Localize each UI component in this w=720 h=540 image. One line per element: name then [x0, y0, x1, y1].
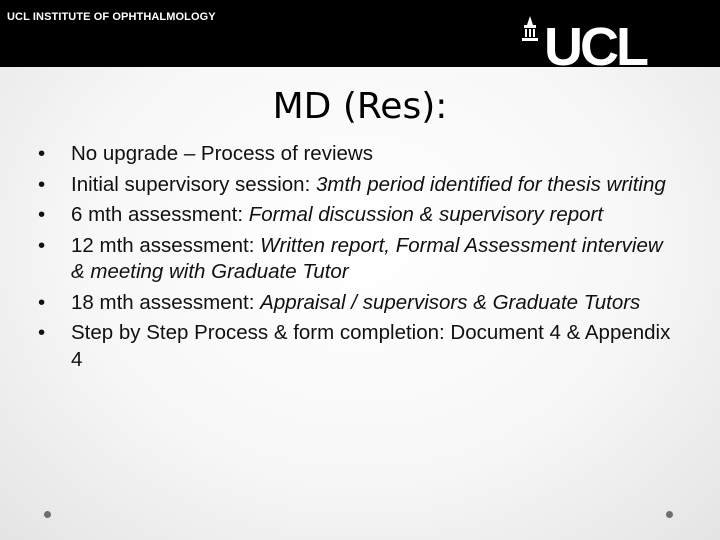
institute-name: UCL INSTITUTE OF OPHTHALMOLOGY: [7, 11, 216, 23]
bullet-marker: •: [38, 321, 46, 344]
bullet-text-italic: Appraisal / supervisors & Graduate Tutors: [260, 290, 641, 314]
bullet-marker: •: [38, 203, 46, 226]
bullet-item: [38, 290, 678, 317]
bullet-text: Step by Step Process & form completion: Document 4 & Appendix 4: [71, 321, 671, 371]
bullet-item: [38, 202, 678, 229]
bullet-text-italic: 3mth period identified for thesis writing: [315, 172, 666, 196]
bullet-marker: •: [38, 290, 46, 314]
bullet-item: [38, 233, 678, 286]
bullet-text-italic: Formal discussion & supervisory report: [248, 203, 604, 226]
ucl-wordmark: UCL: [544, 17, 646, 66]
bullet-text: Initial supervisory session:: [71, 172, 316, 196]
bullet-item: [38, 320, 678, 373]
bullet-marker: •: [38, 142, 46, 165]
corner-dot-left: [44, 511, 51, 518]
ucl-logo: [520, 16, 686, 66]
bullet-item: [38, 141, 678, 168]
bullet-text: 12 mth assessment:: [71, 233, 261, 257]
slide-title: MD (Res):: [272, 86, 448, 127]
corner-dot-right: [666, 511, 673, 518]
bullet-marker: •: [38, 172, 46, 196]
bullet-marker: •: [38, 233, 46, 257]
portico-icon: [522, 16, 538, 41]
bullet-text-italic: Written report, Formal Assessment interview & meeting with Graduate Tutor: [71, 233, 663, 283]
bullet-item: [38, 172, 678, 199]
bullet-text: 6 mth assessment:: [71, 203, 249, 226]
header-bar: [0, 0, 720, 67]
bullet-list: [38, 141, 678, 377]
bullet-text: 18 mth assessment:: [71, 290, 261, 314]
bullet-text: No upgrade – Process of reviews: [71, 142, 373, 165]
